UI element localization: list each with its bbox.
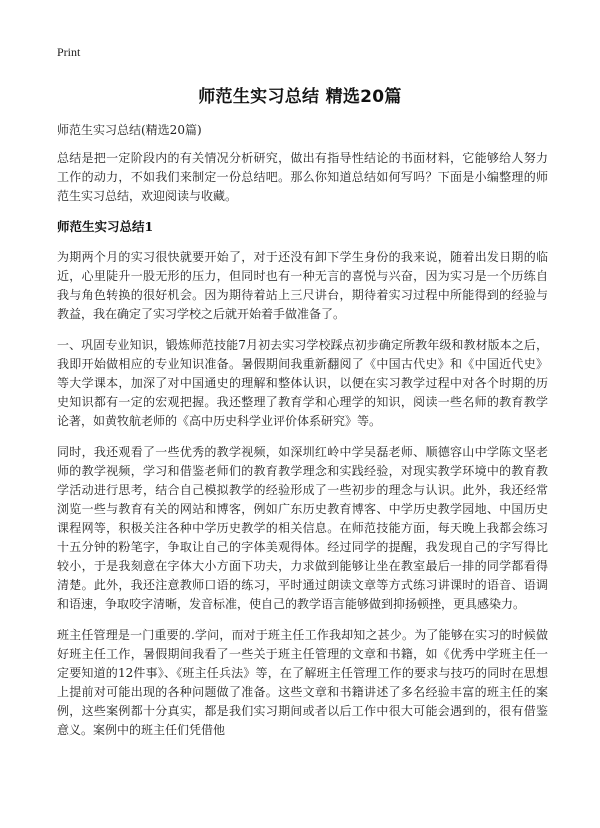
body-paragraph: 为期两个月的实习很快就要开始了，对于还没有卸下学生身份的我来说，随着出发日期的临近，心里陡升一股无形的压力，但同时也有一种无言的喜悦与兴奋，因为实习是一个历练自我与角色转换的很好机会。因为期待着站上三尺讲台，期待着实习过程中所能得到的经验与教益，我在确定了实习学校之后就开始着手做准备了。 [57,250,548,321]
page-title: 师范生实习总结 精选20篇 [198,87,402,107]
body-paragraph: 一、巩固专业知识，锻炼师范技能7月初去实习学校踩点初步确定所教年级和教材版本之后，我即开始做相应的专业知识准备。暑假期间我重新翻阅了《中国古代史》和《中国近代史》等大学课本，加深了对中国通史的理解和整体认识，以便在实习教学过程中对各个时期的历史知识都有一定的宏观把握。我还整理了教育学和心理学的知识，阅读一些名师的教育教学论著，如黄牧航老师的《高中历史科学业评价体系研究》等。 [57,338,548,428]
document-body [57,149,548,752]
section-heading: 师范生实习总结1 [57,219,154,234]
document-subtitle: 师范生实习总结(精选20篇) [57,123,202,137]
print-link[interactable]: Print [57,45,81,59]
intro-paragraph: 总结是把一定阶段内的有关情况分析研究，做出有指导性结论的书面材料，它能够给人努力工作的动力，不如我们来制定一份总结吧。那么你知道总结如何写吗？下面是小编整理的师范生实习总结，欢迎阅读与收藏。 [57,151,548,203]
body-paragraph: 班主任管理是一门重要的.学问，而对于班主任工作我却知之甚少。为了能够在实习的时候做好班主任工作，暑假期间我看了一些关于班主任管理的文章和书籍，如《优秀中学班主任一定要知道的12件事》、《班主任兵法》等，在了解班主任管理工作的要求与技巧的同时在思想上提前对可能出现的各种问题做了准备。这些文章和书籍讲述了多名经验丰富的班主任的案例，这些案例都十分真实，都是我们实习期间或者以后工作中很大可能会遇到的，很有借鉴意义。案例中的班主任们凭借他 [57,628,548,737]
body-paragraph: 同时，我还观看了一些优秀的教学视频，如深圳红岭中学吴磊老师、顺德容山中学陈文坚老师的教学视频，学习和借鉴老师们的教育教学理念和实践经验，对现实教学环境中的教育教学活动进行思考，结合自己模拟教学的经验形成了一些初步的理念与认识。此外，我还经常浏览一些与教育有关的网站和博客，例如广东历史教育博客、中学历史教学园地、中国历史课程网等，积极关注各种中学历史教学的相关信息。在师范技能方面，每天晚上我都会练习十五分钟的粉笔字，争取让自己的字体美观得体。经过同学的提醒，我发现自己的字写得比较小，于是我刻意在字体大小方面下功夫，力求做到能够让坐在教室最后一排的同学都看得清楚。此外，我还注意教师口语的练习，平时通过朗读文章等方式练习讲课时的语音、语调和语速，争取咬字清晰，发音标准，使自己的教学语言能够做到抑扬顿挫，更具感染力。 [57,445,548,611]
